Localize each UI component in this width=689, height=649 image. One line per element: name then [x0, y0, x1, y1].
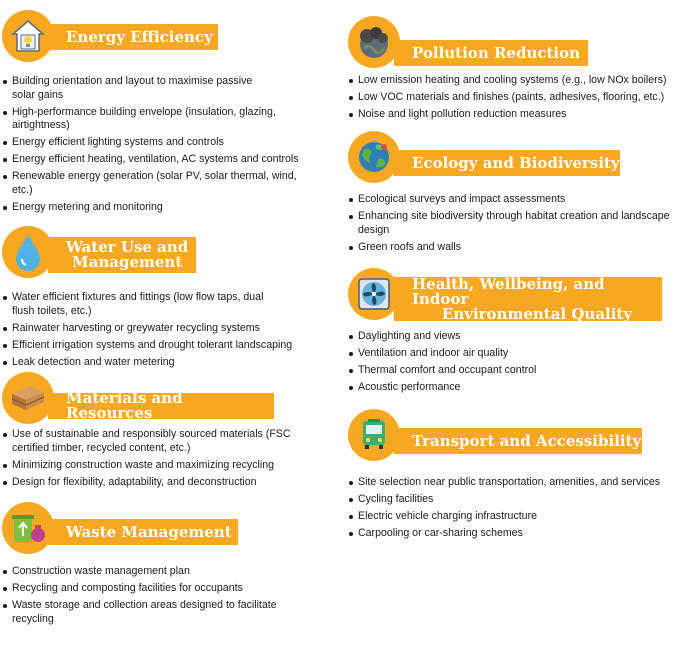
section-header — [2, 502, 332, 550]
section-health — [348, 268, 688, 398]
section-materials — [2, 372, 332, 493]
section-header — [348, 268, 688, 323]
section-title: Transport and Accessibility — [394, 428, 642, 454]
section-title-line1: Water Use and — [66, 238, 189, 256]
section-pollution — [348, 16, 688, 125]
list-item: High-performance building envelope (insulation, glazing, airtightness) — [2, 106, 312, 133]
section-energy-efficiency — [2, 10, 332, 218]
section-header — [348, 409, 688, 457]
pollution-list — [348, 74, 688, 122]
list-item: Enhancing site biodiversity through habitat creation and landscape design — [348, 210, 688, 237]
list-item: Waste storage and collection areas designed to facilitate recycling — [2, 599, 302, 626]
section-transport — [348, 409, 688, 544]
list-item: Use of sustainable and responsibly sourced materials (FSC certified timber, recycled content, etc.) — [2, 428, 312, 455]
section-header — [2, 372, 332, 420]
section-title-line2: Management — [72, 253, 183, 271]
list-item: Leak detection and water metering — [2, 356, 332, 370]
bus-icon — [348, 409, 400, 461]
list-item: Thermal comfort and occupant control — [348, 364, 688, 378]
section-title — [394, 274, 662, 323]
section-header — [348, 131, 688, 179]
list-item: Ventilation and indoor air quality — [348, 347, 688, 361]
section-title: Energy Efficiency — [48, 24, 218, 50]
section-title: Ecology and Biodiversity — [394, 150, 620, 176]
section-title-line1: Health, Wellbeing, and Indoor — [412, 274, 605, 308]
wood-planks-icon — [2, 372, 54, 424]
list-item: Ecological surveys and impact assessments — [348, 193, 688, 207]
recycle-bin-icon — [2, 502, 54, 554]
section-ecology — [348, 131, 688, 258]
water-drop-icon — [2, 226, 54, 278]
water-list — [2, 291, 332, 369]
fan-icon — [348, 268, 400, 320]
eco-globe-icon — [348, 131, 400, 183]
materials-list — [2, 428, 332, 489]
list-item: Construction waste management plan — [2, 565, 332, 579]
list-item: Renewable energy generation (solar PV, solar thermal, wind, etc.) — [2, 170, 317, 197]
list-item: Green roofs and walls — [348, 241, 688, 255]
list-item: Low emission heating and cooling systems (e.g., low NOx boilers) — [348, 74, 688, 88]
house-bulb-icon — [2, 10, 54, 62]
list-item: Energy efficient lighting systems and controls — [2, 136, 332, 150]
section-water-use — [2, 226, 332, 373]
list-item: Cycling facilities — [348, 493, 688, 507]
list-item: Minimizing construction waste and maximizing recycling — [2, 459, 332, 473]
section-title: Pollution Reduction — [394, 40, 588, 66]
energy-list — [2, 75, 332, 214]
ecology-list — [348, 193, 688, 254]
polluted-globe-icon — [348, 16, 400, 68]
list-item: Noise and light pollution reduction measures — [348, 108, 688, 122]
section-header — [2, 10, 332, 58]
list-item: Water efficient fixtures and fittings (low flow taps, dual flush toilets, etc.) — [2, 291, 270, 318]
section-header — [348, 16, 688, 64]
section-title: Waste Management — [48, 519, 238, 545]
list-item: Low VOC materials and finishes (paints, adhesives, flooring, etc.) — [348, 91, 688, 105]
section-header — [2, 226, 332, 274]
transport-list — [348, 476, 688, 541]
list-item: Daylighting and views — [348, 330, 688, 344]
section-title — [48, 237, 196, 273]
list-item: Recycling and composting facilities for occupants — [2, 582, 332, 596]
waste-list — [2, 565, 332, 626]
section-waste — [2, 502, 332, 630]
section-title: Materials and Resources — [48, 393, 274, 419]
list-item: Carpooling or car-sharing schemes — [348, 527, 688, 541]
list-item: Building orientation and layout to maximise passive solar gains — [2, 75, 272, 102]
list-item: Energy metering and monitoring — [2, 201, 332, 215]
list-item: Energy efficient heating, ventilation, AC systems and controls — [2, 153, 332, 167]
health-list — [348, 330, 688, 395]
list-item: Design for flexibility, adaptability, and deconstruction — [2, 476, 332, 490]
section-title-line2: Environmental Quality — [441, 304, 633, 323]
list-item: Electric vehicle charging infrastructure — [348, 510, 688, 524]
list-item: Site selection near public transportation, amenities, and services — [348, 476, 688, 490]
list-item: Rainwater harvesting or greywater recycling systems — [2, 322, 332, 336]
list-item: Acoustic performance — [348, 381, 688, 395]
list-item: Efficient irrigation systems and drought tolerant landscaping — [2, 339, 332, 353]
